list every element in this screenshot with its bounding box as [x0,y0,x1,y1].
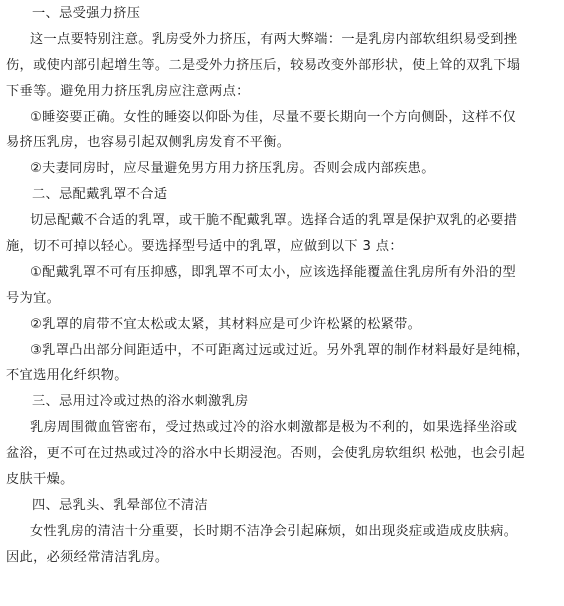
list-item-line: ②乳罩的肩带不宜太松或太紧，其材料应是可少许松紧的松紧带。 [30,316,422,332]
section-heading-1: 一、忌受强力挤压 [32,6,141,21]
list-item-line: 易挤压乳房，也容易引起双侧乳房发育不平衡。 [6,135,291,151]
paragraph-line: 女性乳房的清洁十分重要，长时期不洁净会引起麻烦，如出现炎症或造成皮肤病。 [30,523,518,539]
paragraph-line: 因此，必须经常清洁乳房。 [6,549,169,565]
paragraph-line: 切忌配戴不合适的乳罩，或干脆不配戴乳罩。选择合适的乳罩是保护双乳的必要措 [30,213,518,229]
list-item-line: ②夫妻同房时，应尽量避免男方用力挤压乳房。否则会成内部疾患。 [30,161,435,177]
list-item-line: ①配戴乳罩不可有压抑感，即乳罩不可太小，应该选择能覆盖住乳房所有外沿的型 [30,264,516,280]
list-item-line: ①睡姿要正确。女性的睡姿以仰卧为佳，尽量不要长期向一个方向侧卧，这样不仅 [30,109,516,125]
section-heading-4: 四、忌乳头、乳晕部位不清洁 [32,497,208,513]
paragraph-line: 这一点要特别注意。乳房受外力挤压，有两大弊端：一是乳房内部软组织易受到挫 [30,31,518,47]
paragraph-line: 盆浴，更不可在过热或过冷的浴水中长期浸泡。否则，会使乳房软组织 松弛，也会引起 [6,446,525,462]
section-heading-3: 三、忌用过冷或过热的浴水刺激乳房 [32,394,249,410]
paragraph-line: 下垂等。避免用力挤压乳房应注意两点： [6,83,250,99]
section-heading-2: 二、忌配戴乳罩不合适 [32,187,168,203]
list-item-line: 号为宜。 [6,290,61,306]
paragraph-line: 乳房周围微血管密布，受过热或过冷的浴水刺激都是极为不利的，如果选择坐浴或 [30,420,518,436]
list-item-line: 不宜选用化纤织物。 [6,368,128,384]
list-item-line: ③乳罩凸出部分间距适中，不可距离过远或过近。另外乳罩的制作材料最好是纯棉， [30,342,530,358]
paragraph-line: 皮肤干燥。 [6,472,74,488]
paragraph-line: 施，切不可掉以轻心。要选择型号适中的乳罩，应做到以下 3 点： [6,239,403,255]
paragraph-line: 伤，或使内部引起增生等。二是受外力挤压后，较易改变外部形状，使上耸的双乳下塌 [6,57,521,73]
